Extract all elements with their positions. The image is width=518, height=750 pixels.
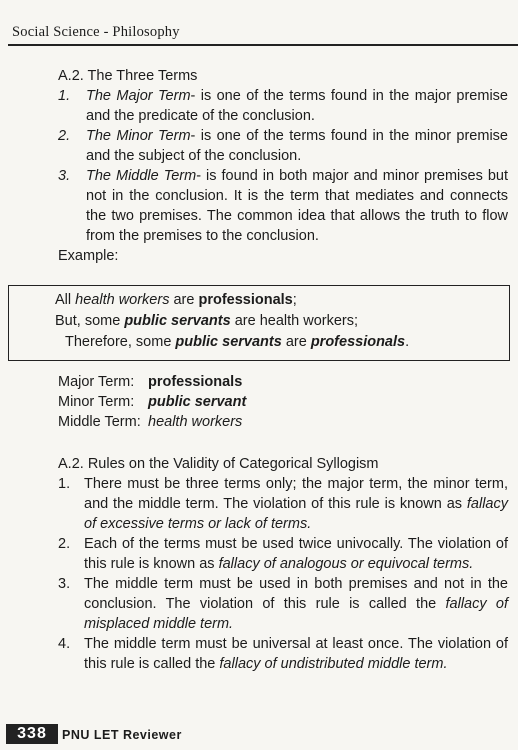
header-rule xyxy=(8,44,518,46)
page-header xyxy=(0,18,518,48)
term-value: professionals xyxy=(148,374,243,390)
item-number: 3. xyxy=(58,576,71,592)
rule-text: Each of the terms must be used twice univocally. The violation of this rule is known as xyxy=(84,536,508,572)
term-definition: - is one of the terms found in the major premise and the predicate of the conclusion. xyxy=(86,88,508,124)
header-title: Social Science - Philosophy xyxy=(12,24,180,40)
term-table xyxy=(58,372,246,432)
term-row xyxy=(58,412,246,432)
term-row xyxy=(58,392,246,412)
text: health workers xyxy=(75,292,170,308)
list-item xyxy=(58,86,508,126)
text: are xyxy=(169,292,199,308)
list-item xyxy=(58,126,508,166)
text: ; xyxy=(292,292,297,308)
book-title: PNU LET Reviewer xyxy=(62,728,182,742)
three-terms-list xyxy=(58,86,508,246)
text: Therefore, some xyxy=(65,334,176,350)
text: professionals xyxy=(198,292,293,308)
term-name: The Minor Term xyxy=(86,128,191,144)
rule-text: There must be three terms only; the major term, the minor term, and the middle term. The violation of this rule is known as xyxy=(84,476,508,512)
text: professionals xyxy=(310,334,406,350)
term-definition: - is found in both major and minor premises but not in the conclusion. It is the term that mediates and connects the two premises. The common idea that allows the truth to flow from the premises to the conclusion. xyxy=(86,168,508,244)
item-number: 1. xyxy=(58,88,71,104)
three-terms-title: A.2. The Three Terms xyxy=(58,68,198,84)
list-item xyxy=(58,474,508,534)
text: But, some xyxy=(55,313,125,329)
rules-section xyxy=(58,454,508,674)
term-name: The Middle Term xyxy=(86,168,197,184)
page-footer xyxy=(0,722,518,750)
rule-text: The middle term must be universal at least once. The violation of this rule is called the xyxy=(84,636,508,672)
item-number: 4. xyxy=(58,636,71,652)
rule-fallacy: fallacy of misplaced middle term. xyxy=(84,596,508,632)
example-line-3 xyxy=(65,332,409,352)
rule-fallacy: fallacy of analogous or equivocal terms. xyxy=(218,556,474,572)
page-number: 338 xyxy=(6,724,58,744)
three-terms-section xyxy=(58,66,508,266)
example-label: Example: xyxy=(58,248,119,264)
term-value: health workers xyxy=(148,414,243,430)
term-row xyxy=(58,372,246,392)
term-label: Minor Term: xyxy=(58,394,135,410)
example-line-2 xyxy=(55,311,358,331)
text: All xyxy=(55,292,76,308)
term-value: public servant xyxy=(148,394,247,410)
item-number: 3. xyxy=(58,168,71,184)
text: public servants xyxy=(124,313,231,329)
list-item xyxy=(58,634,508,674)
text: are xyxy=(281,334,311,350)
text: are health workers; xyxy=(230,313,359,329)
term-name: The Major Term xyxy=(86,88,191,104)
item-number: 1. xyxy=(58,476,71,492)
term-label: Major Term: xyxy=(58,374,135,390)
term-label: Middle Term: xyxy=(58,414,141,430)
rules-title: A.2. Rules on the Validity of Categorical Syllogism xyxy=(58,456,379,472)
list-item xyxy=(58,574,508,634)
list-item xyxy=(58,166,508,246)
rule-text: The middle term must be used in both premises and not in the conclusion. The violation of this rule is called the xyxy=(84,576,508,612)
item-number: 2. xyxy=(58,536,71,552)
text: public servants xyxy=(175,334,282,350)
rules-list xyxy=(58,474,508,674)
term-definition: - is one of the terms found in the minor premise and the subject of the conclusion. xyxy=(86,128,508,164)
item-number: 2. xyxy=(58,128,71,144)
rule-fallacy: fallacy of undistributed middle term. xyxy=(219,656,448,672)
example-box xyxy=(8,285,510,361)
text: . xyxy=(405,334,410,350)
example-line-1 xyxy=(55,290,297,310)
rule-fallacy: fallacy of excessive terms or lack of terms. xyxy=(84,496,508,532)
list-item xyxy=(58,534,508,574)
